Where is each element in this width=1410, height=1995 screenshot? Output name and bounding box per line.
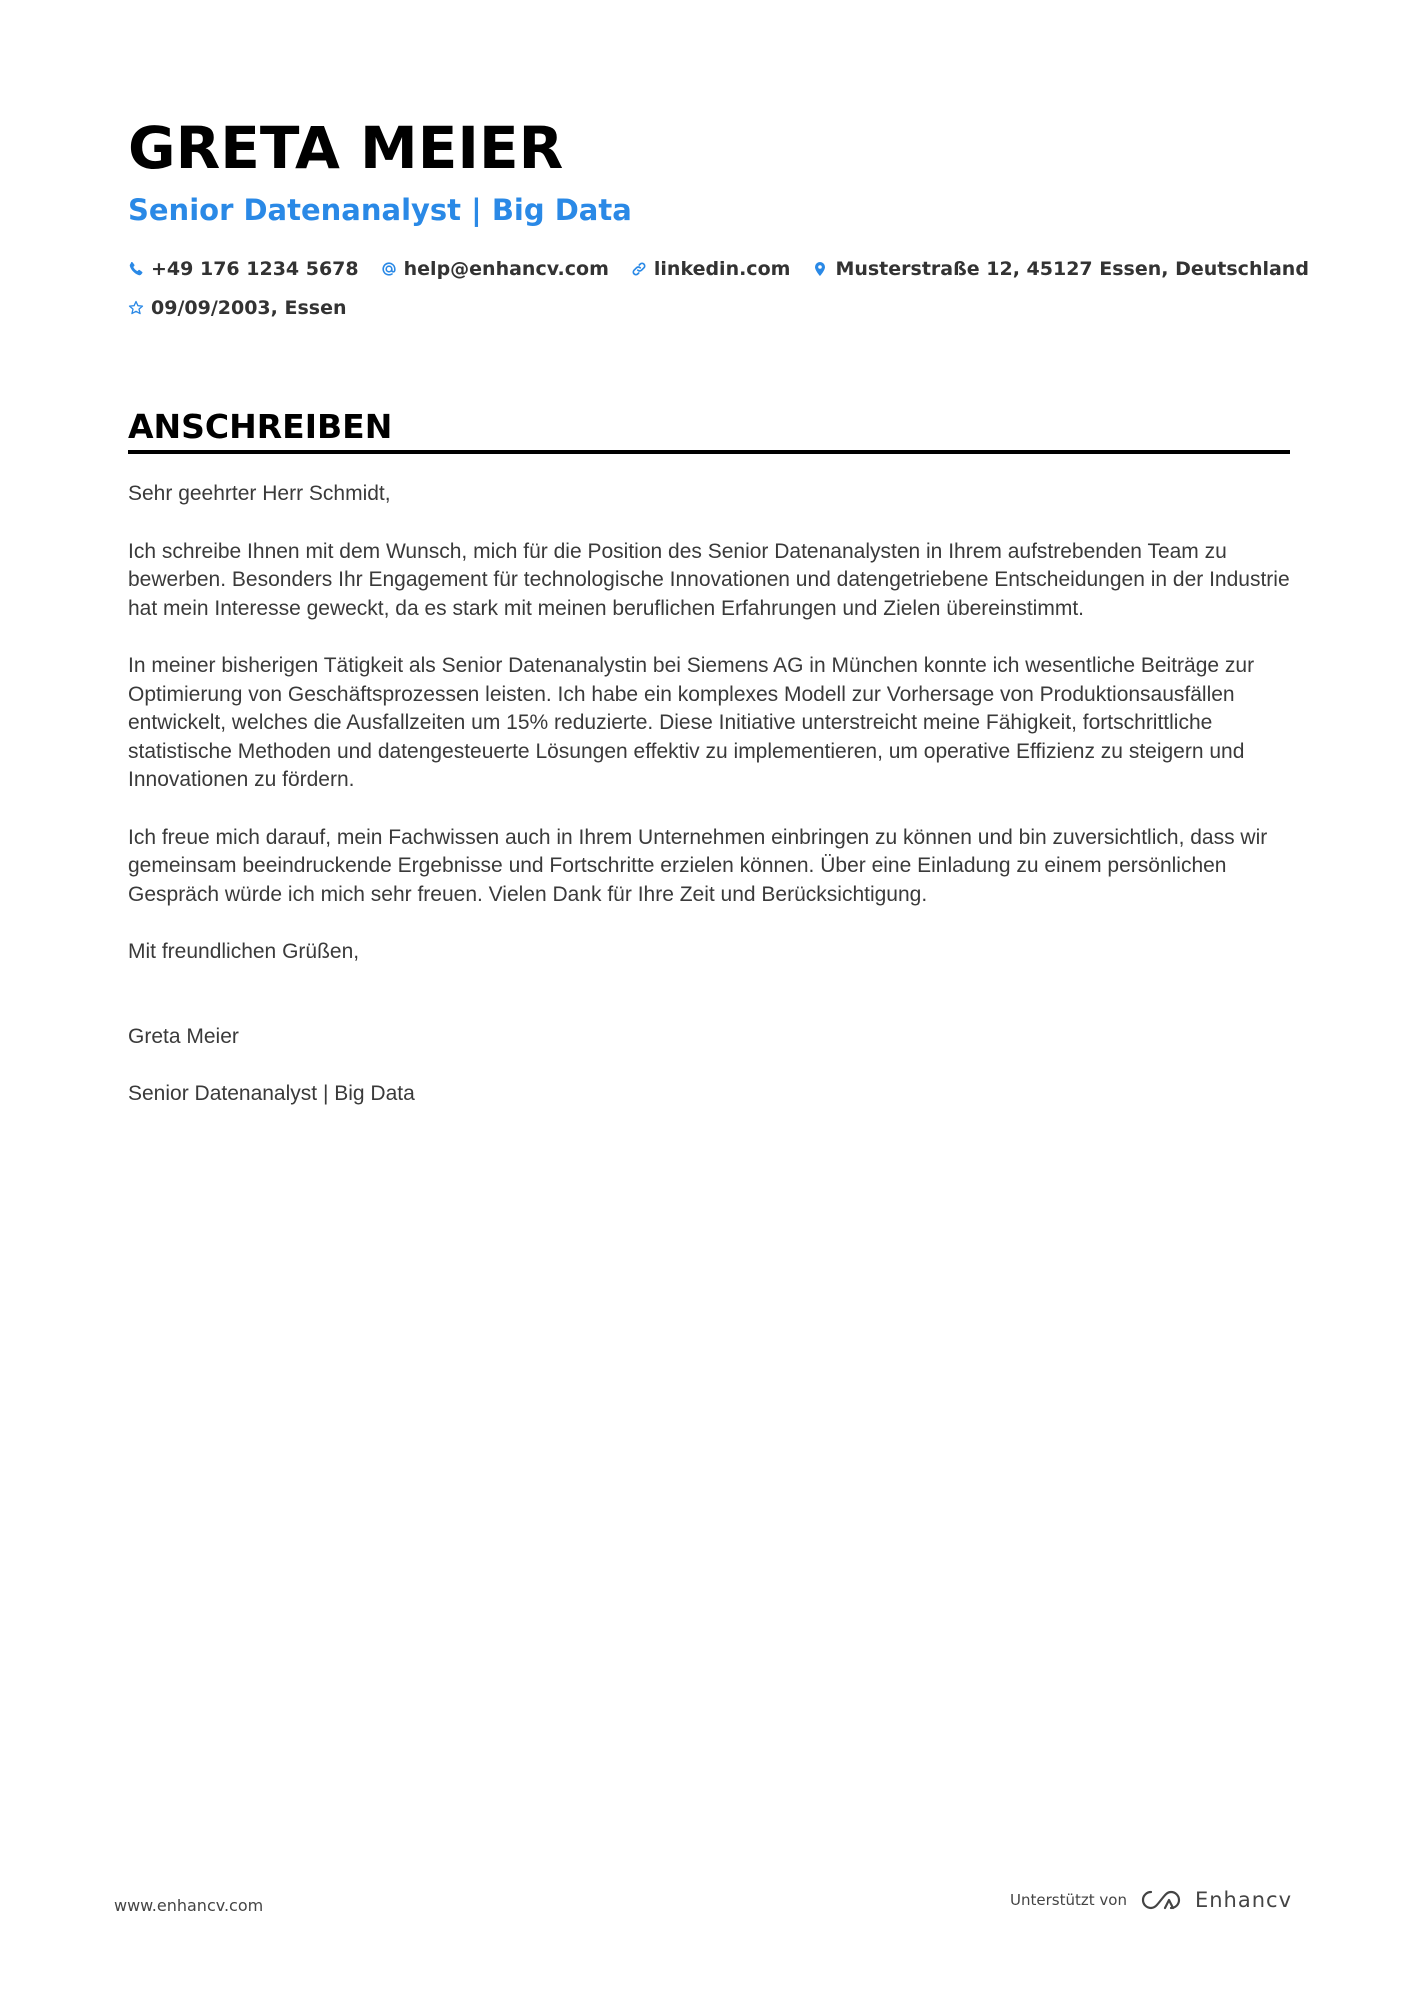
contact-info bbox=[128, 252, 1309, 330]
phone-icon bbox=[128, 261, 144, 277]
location-pin-icon bbox=[812, 261, 828, 277]
letter-paragraph-3: Ich freue mich darauf, mein Fachwissen auch in Ihrem Unternehmen einbringen zu können und bin zuversichtlich, dass wir gemeinsam beeindruckende Ergebnisse und Fortschritte erzielen können. Über eine Einladung zu einem persönlichen Gespräch würde ich mich sehr freuen. Vielen Dank für Ihre Zeit und Berücksichtigung. bbox=[128, 825, 1268, 906]
section-title: ANSCHREIBEN bbox=[128, 407, 393, 446]
signature-name: Greta Meier bbox=[128, 1024, 239, 1048]
enhancv-logo-icon bbox=[1139, 1888, 1183, 1912]
contact-row-1 bbox=[128, 252, 1309, 286]
star-icon bbox=[128, 300, 144, 316]
contact-address bbox=[812, 258, 1309, 280]
at-icon bbox=[381, 261, 397, 277]
letter-paragraph-2: In meiner bisherigen Tätigkeit als Senior Datenanalystin bei Siemens AG in München konnte ich wesentliche Beiträge zur Optimierung von Geschäftsprozessen leisten. Ich habe ein komplexes Modell zur Vorhersage von Produktionsausfällen entwickelt, welches die Ausfallzeiten um 15% reduzierte. Diese Initiative unterstreicht meine Fähigkeit, fortschrittliche statistische Methoden und datengesteuerte Lösungen effektiv zu implementieren, um operative Effizienz zu steigern und Innovationen zu fördern. bbox=[128, 654, 1255, 791]
powered-by-label: Unterstützt von bbox=[1010, 1891, 1127, 1909]
section-divider bbox=[128, 450, 1290, 454]
brand-name: Enhancv bbox=[1194, 1888, 1292, 1912]
applicant-title: Senior Datenanalyst | Big Data bbox=[128, 193, 632, 227]
address-text: Musterstraße 12, 45127 Essen, Deutschland bbox=[835, 258, 1309, 280]
applicant-name: GRETA MEIER bbox=[128, 114, 564, 182]
linkedin-text: linkedin.com bbox=[653, 258, 791, 280]
contact-linkedin bbox=[631, 258, 791, 280]
birth-text: 09/09/2003, Essen bbox=[151, 297, 347, 319]
footer-website[interactable]: www.enhancv.com bbox=[114, 1896, 264, 1915]
closing: Mit freundlichen Grüßen, bbox=[128, 940, 360, 963]
letter-body bbox=[128, 480, 1290, 1138]
contact-phone bbox=[128, 258, 359, 280]
phone-text: +49 176 1234 5678 bbox=[151, 258, 359, 280]
email-text: help@enhancv.com bbox=[403, 258, 609, 280]
footer-branding bbox=[1010, 1888, 1292, 1912]
salutation: Sehr geehrter Herr Schmidt, bbox=[128, 482, 391, 505]
contact-email bbox=[381, 258, 609, 280]
contact-birth bbox=[128, 297, 346, 319]
signature-title: Senior Datenanalyst | Big Data bbox=[128, 1082, 415, 1105]
contact-row-2 bbox=[128, 291, 1290, 325]
letter-paragraph-1: Ich schreibe Ihnen mit dem Wunsch, mich für die Position des Senior Datenanalysten in Ihrem aufstrebenden Team zu bewerben. Besonders Ihr Engagement für technologische Innovationen und datengetriebene Entscheidungen in der Industrie hat mein Interesse geweckt, da es stark mit meinen beruflichen Erfahrungen und Zielen übereinstimmt. bbox=[128, 539, 1290, 620]
link-icon bbox=[631, 261, 647, 277]
